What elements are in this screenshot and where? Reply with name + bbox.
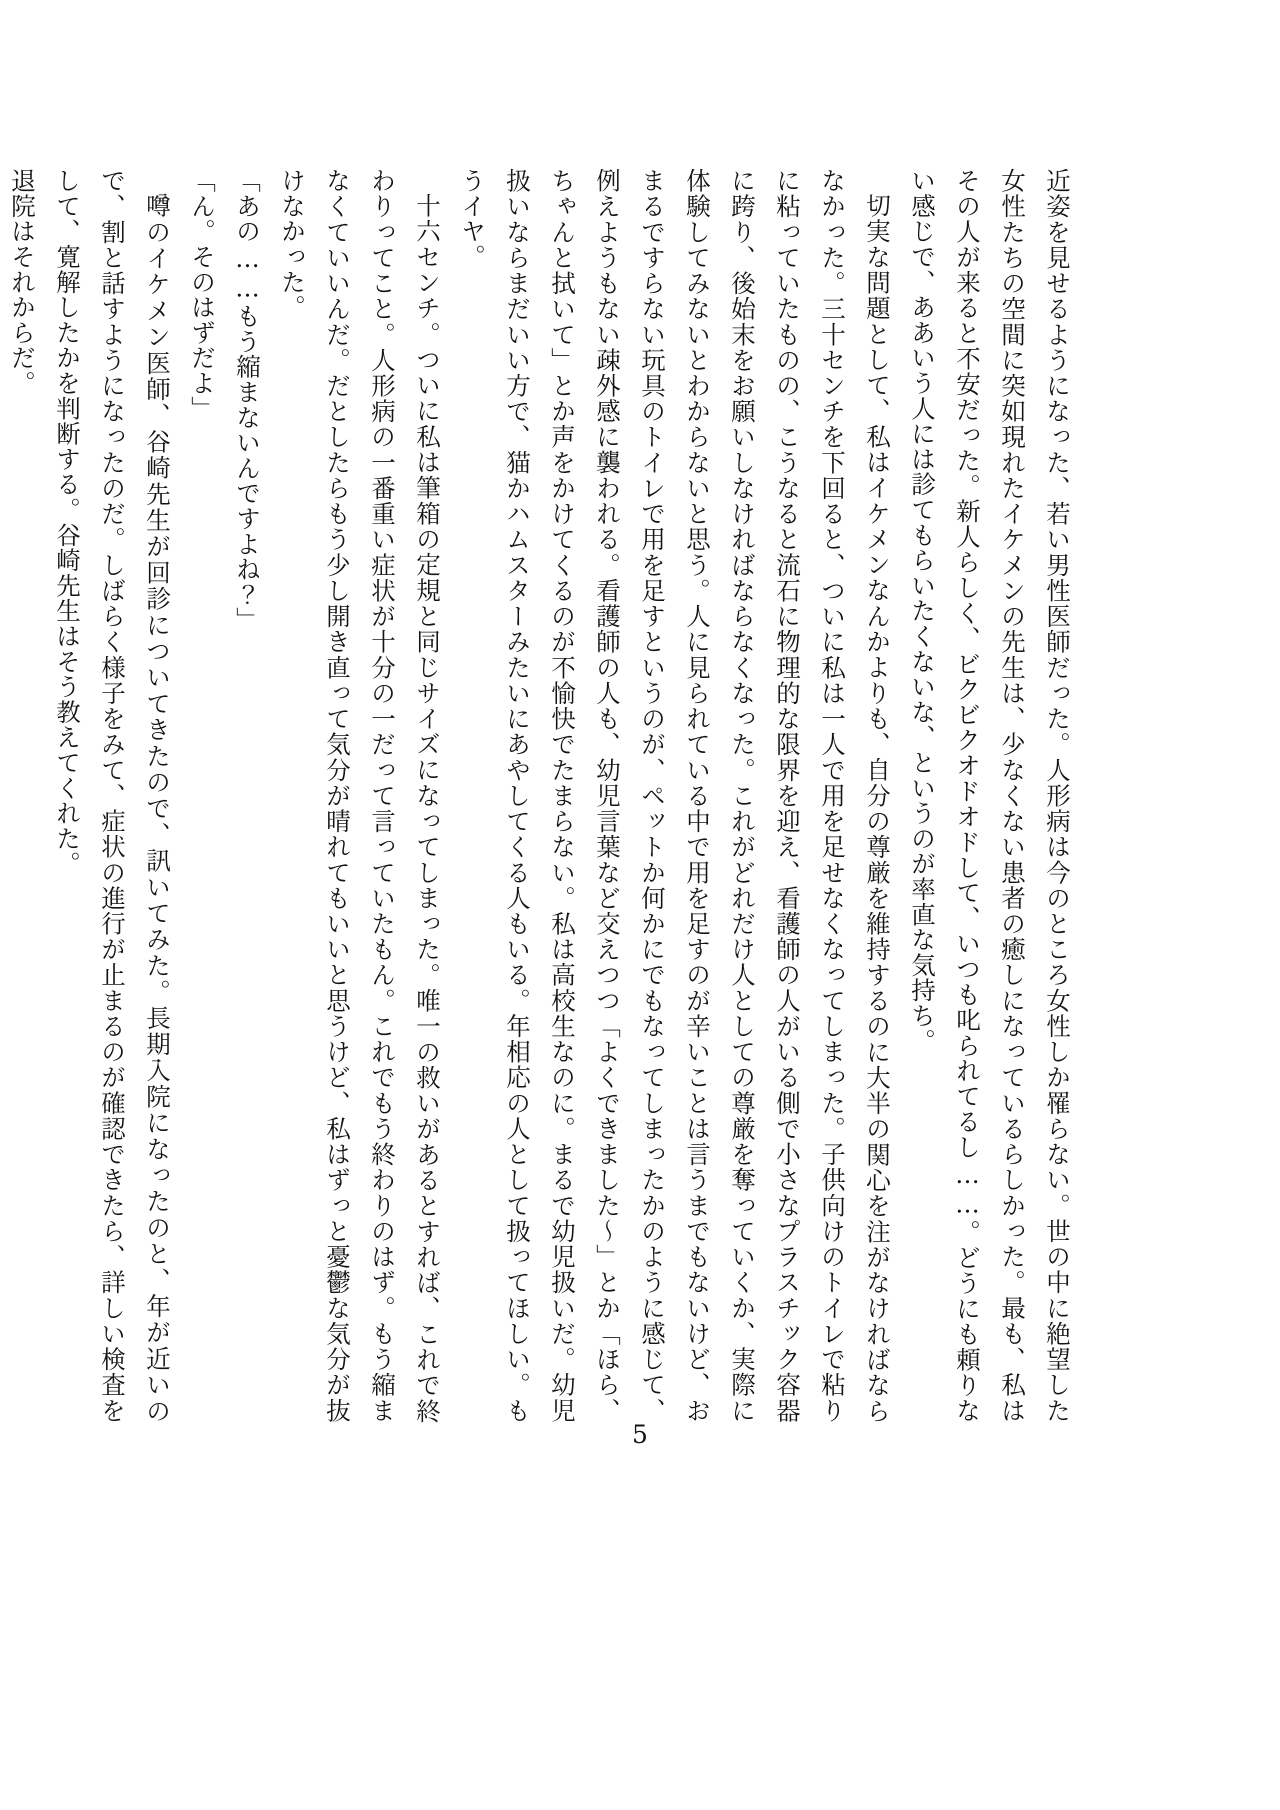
paragraph: 噂のイケメン医師、谷崎先生が回診についてきたので、訊いてみた。長期入院になったのと、年が近いので、割と話すようになったのだ。しばらく様子をみて、症状の進行が止まるのが確認できたら、詳しい検査をして、寛解したかを判断する。谷崎先生はそう教えてくれた。 xyxy=(53,168,172,1423)
page-number: 5 xyxy=(632,1420,648,1449)
paragraph: 切実な問題として、私はイケメンなんかよりも、自分の尊厳を維持するのに大半の関心を注がなければならなかった。三十センチを下回ると、ついに私は一人で用を足せなくなってしまった。子供向けのトイレで粘りに粘っていたものの、こうなると流石に物理的な限界を迎え、看護師の人がいる側で小さなプラスチック容器に跨り、後始末をお願いしなければならなくなった。これがどれだけ人としての尊厳を奪っていくか、実際に体験してみないとわからないと思う。人に見られている中で用を足すのが辛いことは言うまでもないけど、おまるですらない玩具のトイレで用を足すというのが、ペットか何かにでもなってしまったかのように感じて、例えようもない疎外感に襲われる。看護師の人も、幼児言葉など交えつつ「よくできました～」とか「ほら、ちゃんと拭いて」とか声をかけてくるのが不愉快でたまらない。私は高校生なのに。まるで幼児扱いだ。幼児扱いならまだいい方で、猫かハムスターみたいにあやしてくる人もいる。年相応の人として扱ってほしい。もうイヤ。 xyxy=(458,168,892,1423)
paragraph: 退院はそれからだ。 xyxy=(8,168,37,396)
paragraph-dialogue: 「ん。そのはずだよ」 xyxy=(188,168,217,421)
paragraph: 近姿を見せるようになった、若い男性医師だった。人形病は今のところ女性しか罹らない。世の中に絶望した女性たちの空間に突如現れたイケメンの先生は、少なくない患者の癒しになっているらしかった。最も、私はその人が来ると不安だった。新人らしく、ビクビクオドオドして、いつも叱られてるし……。どうにも頼りない感じで、ああいう人には診てもらいたくないな、というのが率直な気持ち。 xyxy=(908,168,1072,1423)
paragraph-dialogue: 「あの……もう縮まないんですよね？」 xyxy=(233,168,262,633)
vertical-text-body xyxy=(8,168,1080,1423)
paragraph: 十六センチ。ついに私は筆箱の定規と同じサイズになってしまった。唯一の救いがあるとすれば、これで終わりってこと。人形病の一番重い症状が十分の一だって言っていたもん。これでもう終わりのはず。もう縮まなくていいんだ。だとしたらもう少し開き直って気分が晴れてもいいと思うけど、私はずっと憂鬱な気分が抜けなかった。 xyxy=(278,168,442,1423)
